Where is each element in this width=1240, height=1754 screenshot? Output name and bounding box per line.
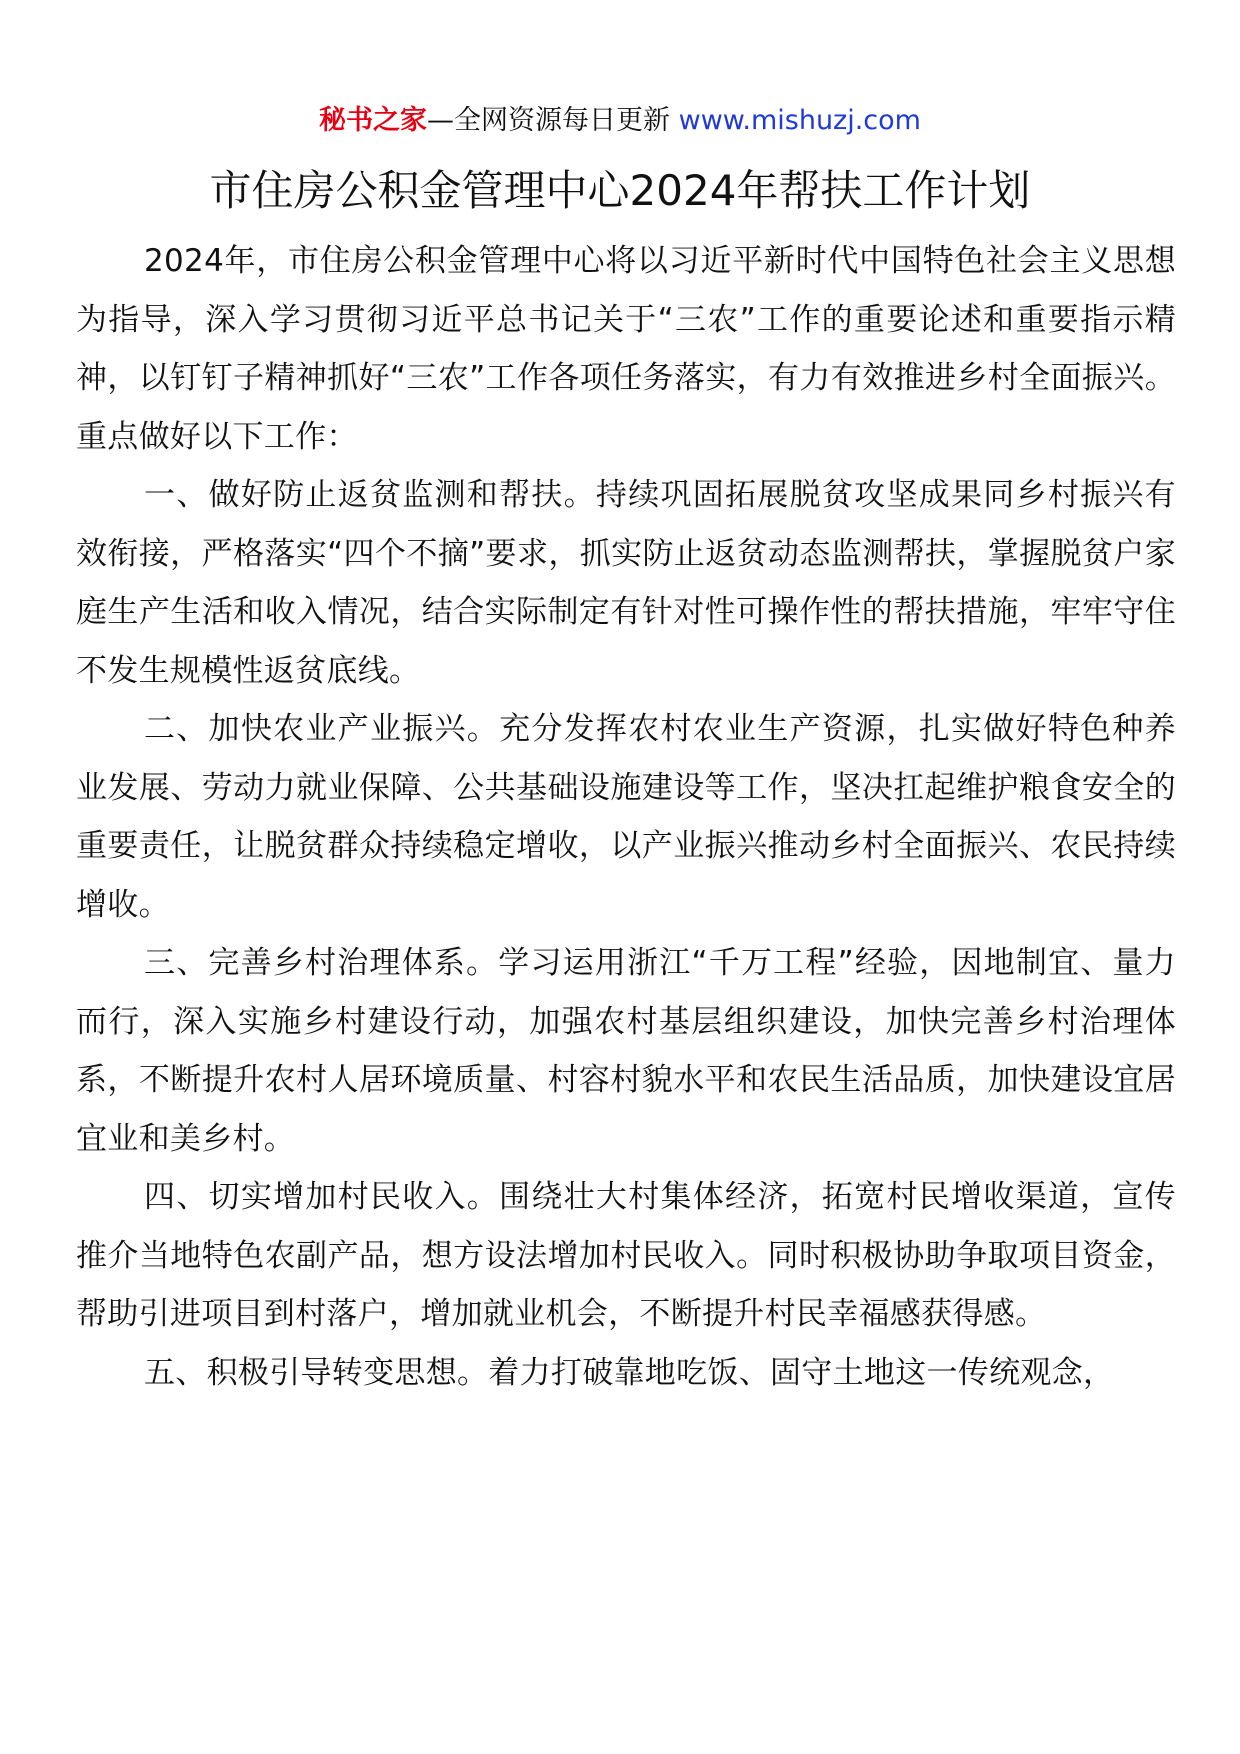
paragraph-section-1: 一、做好防止返贫监测和帮扶。持续巩固拓展脱贫攻坚成果同乡村振兴有效衔接，严格落实“四个不摘”要求，抓实防止返贫动态监测帮扶，掌握脱贫户家庭生产生活和收入情况，结合实际制定有针对性可操作性的帮扶措施，牢牢守住不发生规模性返贫底线。: [76, 477, 1176, 689]
paragraph-section-3: 三、完善乡村治理体系。学习运用浙江“千万工程”经验，因地制宜、量力而行，深入实施乡村建设行动，加强农村基层组织建设，加快完善乡村治理体系，不断提升农村人居环境质量、村容村貌水平和农民生活品质，加快建设宜居宜业和美乡村。: [76, 945, 1176, 1157]
site-url-link[interactable]: www.mishuzj.com: [678, 105, 921, 136]
paragraph-intro: 2024年，市住房公积金管理中心将以习近平新时代中国特色社会主义思想为指导，深入学习贯彻习近平总书记关于“三农”工作的重要论述和重要指示精神，以钉钉子精神抓好“三农”工作各项任务落实，有力有效推进乡村全面振兴。重点做好以下工作：: [76, 243, 1176, 455]
paragraph-section-2: 二、加快农业产业振兴。充分发挥农村农业生产资源，扎实做好特色种养业发展、劳动力就业保障、公共基础设施建设等工作，坚决扛起维护粮食安全的重要责任，让脱贫群众持续稳定增收，以产业振兴推动乡村全面振兴、农民持续增收。: [76, 711, 1176, 923]
site-header: [0, 103, 1240, 139]
paragraph-section-4: 四、切实增加村民收入。围绕壮大村集体经济，拓宽村民增收渠道，宣传推介当地特色农副产品，想方设法增加村民收入。同时积极协助争取项目资金，帮助引进项目到村落户，增加就业机会，不断提升村民幸福感获得感。: [76, 1179, 1176, 1332]
site-brand: 秘书之家: [319, 105, 428, 136]
site-tagline: —全网资源每日更新: [427, 105, 679, 136]
document-title: 市住房公积金管理中心2024年帮扶工作计划: [209, 166, 1031, 215]
paragraph-section-5: 五、积极引导转变思想。着力打破靠地吃饭、固守土地这一传统观念，: [144, 1354, 1115, 1391]
document-body: [76, 232, 1176, 1402]
